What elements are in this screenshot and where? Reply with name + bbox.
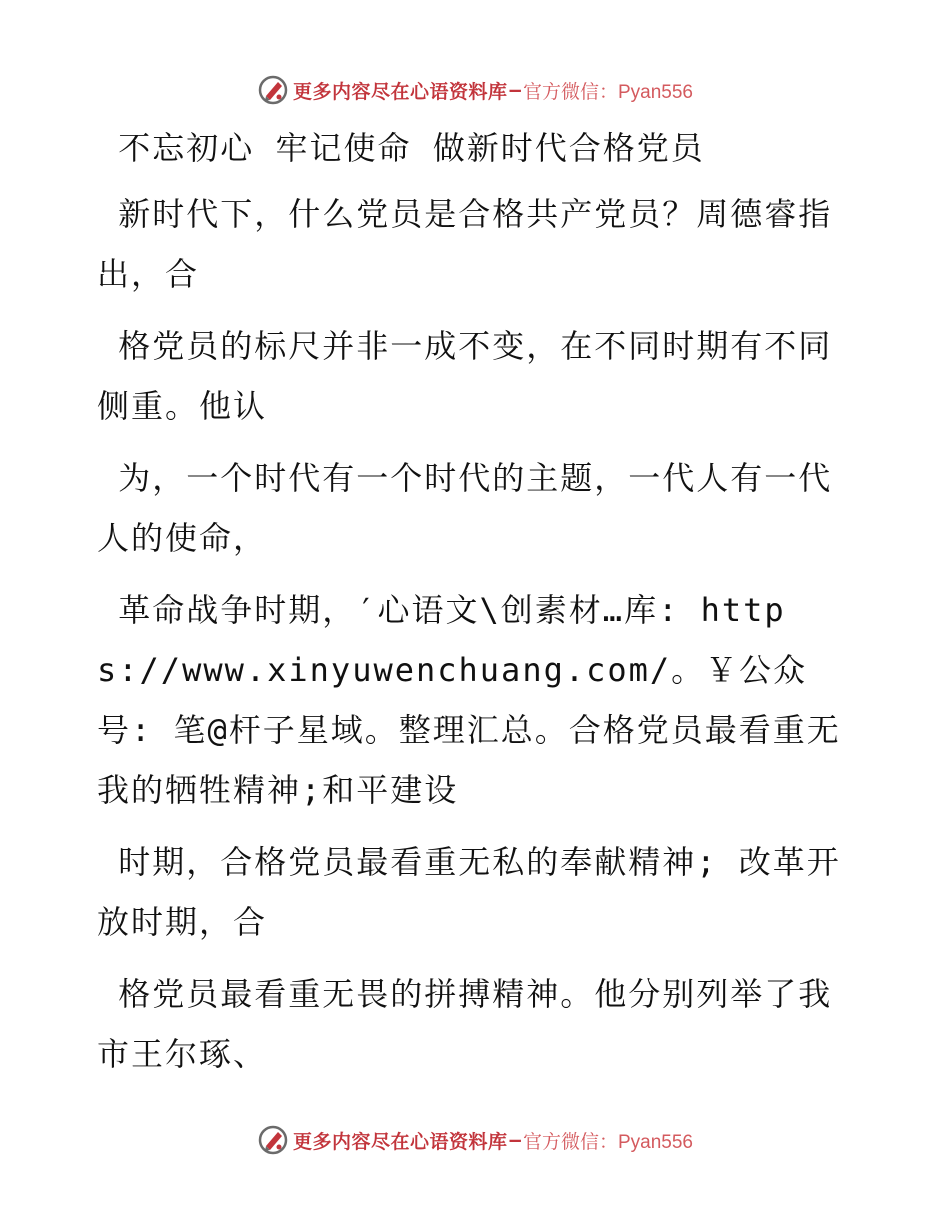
header-separator: —	[509, 79, 521, 101]
document-paragraph: 新时代下，什么党员是合格共产党员？周德睿指出，合	[97, 195, 833, 293]
document-title: 不忘初心 牢记使命 做新时代合格党员	[97, 129, 705, 167]
document-paragraph: 格党员的标尺并非一成不变，在不同时期有不同侧重。他认	[97, 327, 833, 425]
pen-logo-icon	[257, 74, 289, 106]
header-wechat-text: 官方微信：Pyan556	[522, 81, 693, 103]
pen-logo-icon	[257, 1124, 289, 1156]
header-brand-text: 更多内容尽在心语资料库	[293, 80, 508, 103]
document-body	[97, 118, 857, 1096]
document-paragraph: 为，一个时代有一个时代的主题，一代人有一代人的使命，	[97, 459, 833, 557]
footer-brand-text: 更多内容尽在心语资料库	[293, 1130, 508, 1153]
footer-watermark-banner	[0, 1120, 950, 1160]
document-paragraph: 时期，合格党员最看重无私的奉献精神; 改革开放时期，合	[97, 843, 841, 941]
document-paragraph: 格党员最看重无畏的拼搏精神。他分别列举了我市王尔琢、	[97, 975, 833, 1073]
footer-wechat-text: 官方微信：Pyan556	[522, 1131, 693, 1153]
header-watermark-banner	[0, 70, 950, 110]
footer-separator: —	[509, 1129, 521, 1151]
document-paragraph: 革命战争时期，′心语文\创素材…库: https://www.xinyuwenchuang.com/。￥公众号: 笔@杆子星域。整理汇总。合格党员最看重无我的牺牲精神;和平建设	[97, 591, 841, 809]
